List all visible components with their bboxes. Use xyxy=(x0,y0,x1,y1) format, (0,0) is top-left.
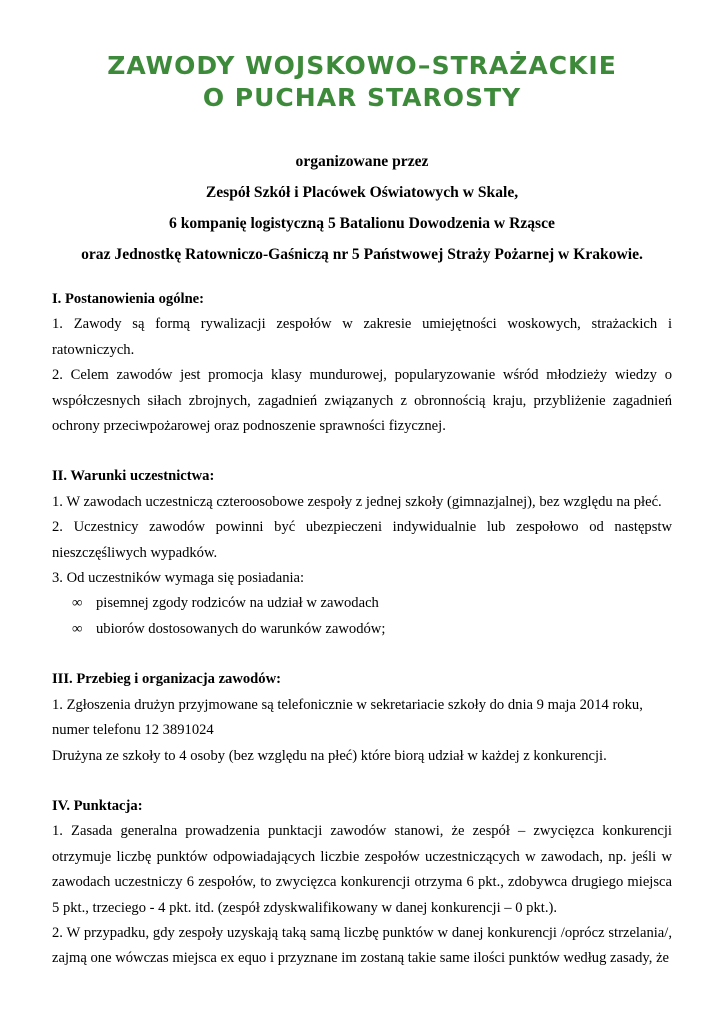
requirements-list xyxy=(52,591,672,642)
section-1-paragraph-2: 2. Celem zawodów jest promocja klasy mundurowej, popularyzowanie wśród młodzieży wiedzy o współczesnych siłach zbrojnych, zagadnień związanych z obronnością kraju, przybliżenie zagadnień ochrony przeciwpożarowej oraz podnoszenie sprawności fizycznej. xyxy=(52,367,672,435)
organizer-fire-unit: oraz Jednostkę Ratowniczo-Gaśniczą nr 5 Państwowej Straży Pożarnej w Krakowie. xyxy=(81,246,643,263)
section-3-paragraph-1-line-2: numer telefonu 12 3891024 xyxy=(52,722,214,739)
section-1-paragraph-1: 1. Zawody są formą rywalizacji zespołów w zakresie umiejętności woskowych, strażackich i ratowniczych. xyxy=(52,316,672,358)
section-2-paragraph-2: 2. Uczestnicy zawodów powinni być ubezpieczeni indywidualnie lub zespołowo od następstw nieszczęśliwych wypadków. xyxy=(52,519,672,561)
organizer-army-company: 6 kompanię logistyczną 5 Batalionu Dowodzenia w Rząsce xyxy=(169,215,555,232)
organizer-school: Zespół Szkół i Placówek Oświatowych w Skale, xyxy=(205,184,519,201)
section-2-paragraph-1: 1. W zawodach uczestniczą czteroosobowe zespoły z jednej szkoły (gimnazjalnej), bez względu na płeć. xyxy=(52,493,662,510)
infinity-bullet-icon: ∞ xyxy=(72,620,83,637)
document-title xyxy=(0,50,724,114)
organizers-intro: organizowane przez xyxy=(295,153,429,170)
list-item xyxy=(52,591,672,616)
title-line-2: O PUCHAR STAROSTY xyxy=(202,83,522,112)
section-2-heading: II. Warunki uczestnictwa: xyxy=(52,468,215,485)
list-item-text: ubiorów dostosowanych do warunków zawodów; xyxy=(96,620,386,637)
section-4-heading: IV. Punktacja: xyxy=(52,797,143,814)
section-2-paragraph-3: 3. Od uczestników wymaga się posiadania: xyxy=(52,570,305,587)
list-item xyxy=(52,617,672,642)
spacer xyxy=(52,769,672,794)
title-line-1 xyxy=(0,50,724,82)
section-3-paragraph-2: Drużyna ze szkoły to 4 osoby (bez względu na płeć) które biorą udział w każdej z konkurencji. xyxy=(52,747,607,764)
section-1-heading: I. Postanowienia ogólne: xyxy=(52,291,205,307)
list-item-text: pisemnej zgody rodziców na udział w zawodach xyxy=(96,595,379,612)
spacer xyxy=(52,439,672,464)
organizers-block xyxy=(0,146,724,270)
document-body xyxy=(52,287,672,972)
title-separator: – xyxy=(417,51,432,80)
section-3-paragraph-1-line-1: 1. Zgłoszenia drużyn przyjmowane są telefonicznie w sekretariacie szkoły do dnia 9 maja 2014 roku, xyxy=(52,696,643,713)
spacer xyxy=(52,642,672,667)
section-3-heading: III. Przebieg i organizacja zawodów: xyxy=(52,671,281,688)
title-line-1-part-a: ZAWODY WOJSKOWO xyxy=(107,51,418,80)
section-4-paragraph-1: 1. Zasada generalna prowadzenia punktacji zawodów stanowi, że zespół – zwycięzca konkurencji otrzymuje liczbę punktów odpowiadających liczbie zespołów uczestniczących w zawodach, np. jeśli w zawodach uczestniczy 6 zespołów, to zwycięzca konkurencji otrzyma 6 pkt., zdobywca drugiego miejsca 5 pkt., trzeciego - 4 pkt. itd. (zespół zdyskwalifikowany w danej konkurencji – 0 pkt.). xyxy=(52,823,672,916)
infinity-bullet-icon: ∞ xyxy=(72,595,83,612)
section-4-paragraph-2: 2. W przypadku, gdy zespoły uzyskają taką samą liczbę punktów w danej konkurencji /oprócz strzelania/, zajmą one wówczas miejsca ex equo i przyznane im zostaną takie same ilości punktów według zasady, że xyxy=(52,924,672,967)
title-line-1-part-b: STRAŻACKIE xyxy=(431,51,617,80)
